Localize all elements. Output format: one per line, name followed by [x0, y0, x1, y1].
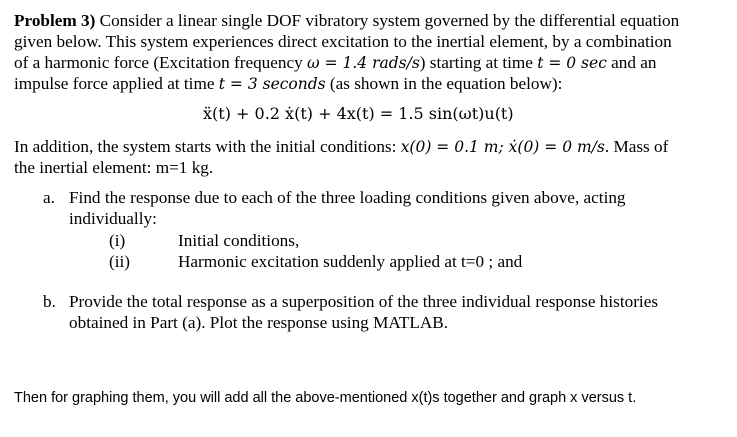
part-a-line-1: Find the response due to each of the three loading conditions given above, acting — [69, 188, 626, 207]
addition-line-2 — [14, 158, 213, 178]
addition-text-2: the inertial element: m=1 kg. — [14, 158, 214, 177]
part-a-item-1-text: Initial conditions, — [178, 231, 300, 250]
intro-text-3b: ) starting at time — [419, 53, 538, 72]
intro-line-3 — [14, 53, 657, 73]
governing-equation: ẍ(t) + 0.2 ẋ(t) + 4x(t) = 1.5 sin(ωt)u(t) — [203, 104, 514, 123]
intro-text-4b: (as shown in the equation below): — [325, 74, 563, 93]
part-a-marker: a. — [43, 188, 55, 207]
intro-text-3a: of a harmonic force (Excitation frequency — [14, 53, 308, 72]
intro-text-1: Consider a linear single DOF vibratory system governed by the differential equation — [99, 11, 680, 30]
part-a-item-1-marker: (i) — [109, 231, 126, 250]
initial-conditions-math: x(0) = 0.1 m; ẋ(0) = 0 m/s — [400, 138, 605, 156]
part-b-marker: b. — [43, 292, 56, 311]
intro-text-3c: and an — [606, 53, 657, 72]
problem-heading: Problem 3) — [14, 11, 96, 30]
intro-line-1 — [14, 11, 679, 31]
part-b-line-2: obtained in Part (a). Plot the response using MATLAB. — [69, 313, 449, 332]
part-a-item-2-text: Harmonic excitation suddenly applied at t=0 ; and — [178, 252, 523, 271]
part-b-line-1: Provide the total response as a superposition of the three individual response histories — [69, 292, 659, 311]
addition-text-1a: In addition, the system starts with the initial conditions: — [14, 137, 401, 156]
intro-line-4 — [14, 74, 562, 94]
part-a-line-2: individually: — [69, 209, 157, 228]
addition-text-1b: . Mass of — [604, 137, 669, 156]
intro-text-2: given below. This system experiences direct excitation to the inertial element, by a combination — [14, 32, 672, 51]
excitation-frequency-math: ω = 1.4 rads/s — [307, 54, 420, 72]
part-a-item-2-marker: (ii) — [109, 252, 130, 271]
graphing-note: Then for graphing them, you will add all the above-mentioned x(t)s together and graph x versus t. — [14, 390, 637, 406]
start-time-math: t = 0 sec — [537, 54, 607, 72]
intro-line-2 — [14, 32, 672, 52]
addition-line-1 — [14, 137, 668, 157]
impulse-time-math: t = 3 seconds — [218, 75, 326, 93]
intro-text-4a: impulse force applied at time — [14, 74, 219, 93]
